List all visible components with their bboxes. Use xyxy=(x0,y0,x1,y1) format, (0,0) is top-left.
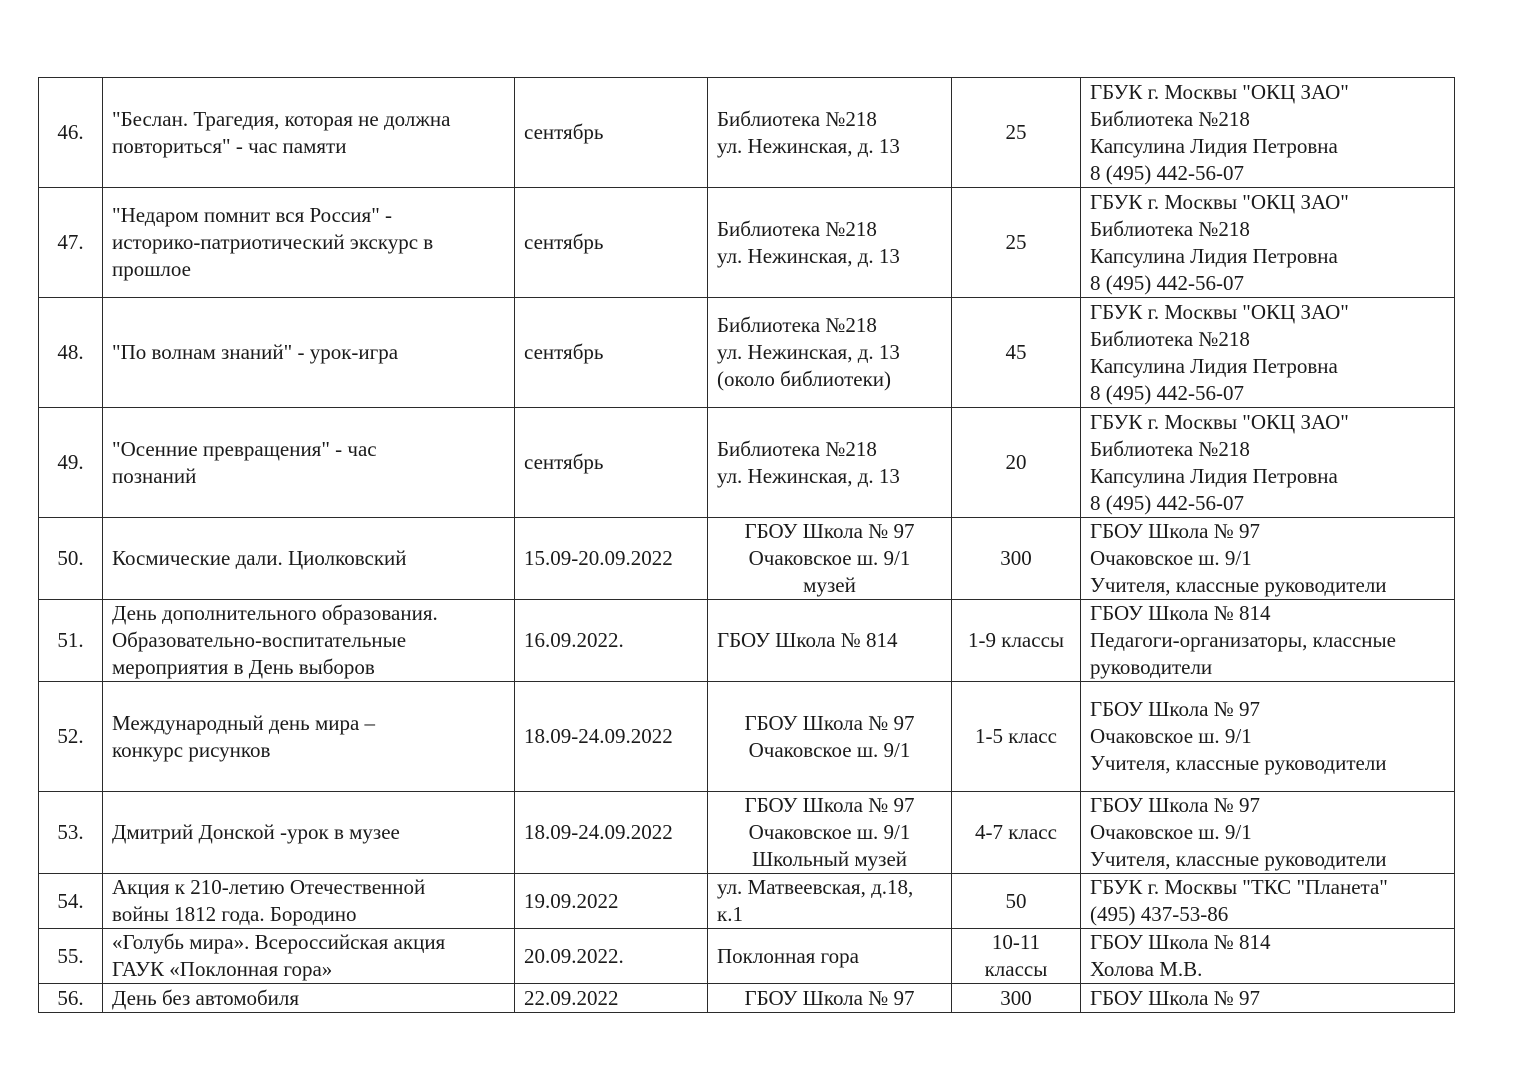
event-place: ГБОУ Школа № 97 Очаковское ш. 9/1 xyxy=(708,682,952,792)
row-number: 56. xyxy=(39,984,103,1013)
event-title: "Беслан. Трагедия, которая не должна повториться" - час памяти xyxy=(103,78,515,188)
row-number: 53. xyxy=(39,792,103,874)
event-organizer: ГБОУ Школа № 97 xyxy=(1081,984,1455,1013)
event-date: сентябрь xyxy=(515,78,708,188)
event-title: Дмитрий Донской -урок в музее xyxy=(103,792,515,874)
participant-count: 50 xyxy=(952,874,1081,929)
participant-count: 45 xyxy=(952,298,1081,408)
event-organizer: ГБОУ Школа № 97 Очаковское ш. 9/1 Учителя, классные руководители xyxy=(1081,682,1455,792)
table-row xyxy=(39,792,1455,874)
event-organizer: ГБОУ Школа № 814 Холова М.В. xyxy=(1081,929,1455,984)
event-date: 18.09-24.09.2022 xyxy=(515,792,708,874)
event-place: Библиотека №218 ул. Нежинская, д. 13 xyxy=(708,78,952,188)
event-date: сентябрь xyxy=(515,408,708,518)
event-date: 22.09.2022 xyxy=(515,984,708,1013)
table-row xyxy=(39,408,1455,518)
event-title: «Голубь мира». Всероссийская акция ГАУК «Поклонная гора» xyxy=(103,929,515,984)
event-organizer: ГБУК г. Москвы "ОКЦ ЗАО" Библиотека №218 Капсулина Лидия Петровна 8 (495) 442-56-07 xyxy=(1081,188,1455,298)
row-number: 55. xyxy=(39,929,103,984)
table-row xyxy=(39,78,1455,188)
participant-count: 1-5 класс xyxy=(952,682,1081,792)
event-title: "Недаром помнит вся Россия" - историко-патриотический экскурс в прошлое xyxy=(103,188,515,298)
event-organizer: ГБУК г. Москвы "ОКЦ ЗАО" Библиотека №218 Капсулина Лидия Петровна 8 (495) 442-56-07 xyxy=(1081,78,1455,188)
event-organizer: ГБОУ Школа № 97 Очаковское ш. 9/1 Учителя, классные руководители xyxy=(1081,792,1455,874)
row-number: 54. xyxy=(39,874,103,929)
table-row xyxy=(39,298,1455,408)
event-place: Библиотека №218 ул. Нежинская, д. 13 (около библиотеки) xyxy=(708,298,952,408)
participant-count: 4-7 класс xyxy=(952,792,1081,874)
event-title: Акция к 210-летию Отечественной войны 1812 года. Бородино xyxy=(103,874,515,929)
event-place: Библиотека №218 ул. Нежинская, д. 13 xyxy=(708,188,952,298)
row-number: 47. xyxy=(39,188,103,298)
event-organizer: ГБОУ Школа № 814 Педагоги-организаторы, классные руководители xyxy=(1081,600,1455,682)
row-number: 48. xyxy=(39,298,103,408)
participant-count: 10-11 классы xyxy=(952,929,1081,984)
table-row xyxy=(39,188,1455,298)
participant-count: 20 xyxy=(952,408,1081,518)
event-place: ГБОУ Школа № 97 Очаковское ш. 9/1 музей xyxy=(708,518,952,600)
row-number: 51. xyxy=(39,600,103,682)
event-title: "По волнам знаний" - урок-игра xyxy=(103,298,515,408)
event-organizer: ГБОУ Школа № 97 Очаковское ш. 9/1 Учителя, классные руководители xyxy=(1081,518,1455,600)
participant-count: 1-9 классы xyxy=(952,600,1081,682)
participant-count: 25 xyxy=(952,188,1081,298)
table-row xyxy=(39,518,1455,600)
event-title: Космические дали. Циолковский xyxy=(103,518,515,600)
events-table xyxy=(38,77,1455,1013)
participant-count: 300 xyxy=(952,518,1081,600)
event-place: Поклонная гора xyxy=(708,929,952,984)
event-date: 15.09-20.09.2022 xyxy=(515,518,708,600)
row-number: 50. xyxy=(39,518,103,600)
event-title: День без автомобиля xyxy=(103,984,515,1013)
event-title: "Осенние превращения" - час познаний xyxy=(103,408,515,518)
event-date: сентябрь xyxy=(515,298,708,408)
table-row xyxy=(39,874,1455,929)
event-organizer: ГБУК г. Москвы "ОКЦ ЗАО" Библиотека №218 Капсулина Лидия Петровна 8 (495) 442-56-07 xyxy=(1081,408,1455,518)
event-title: День дополнительного образования. Образовательно-воспитательные мероприятия в День выборов xyxy=(103,600,515,682)
event-date: 19.09.2022 xyxy=(515,874,708,929)
event-date: 16.09.2022. xyxy=(515,600,708,682)
event-organizer: ГБУК г. Москвы "ТКС "Планета" (495) 437-53-86 xyxy=(1081,874,1455,929)
event-date: 18.09-24.09.2022 xyxy=(515,682,708,792)
participant-count: 25 xyxy=(952,78,1081,188)
row-number: 46. xyxy=(39,78,103,188)
event-date: 20.09.2022. xyxy=(515,929,708,984)
event-organizer: ГБУК г. Москвы "ОКЦ ЗАО" Библиотека №218 Капсулина Лидия Петровна 8 (495) 442-56-07 xyxy=(1081,298,1455,408)
row-number: 49. xyxy=(39,408,103,518)
event-place: ГБОУ Школа № 814 xyxy=(708,600,952,682)
event-date: сентябрь xyxy=(515,188,708,298)
event-place: ГБОУ Школа № 97 xyxy=(708,984,952,1013)
event-place: ул. Матвеевская, д.18, к.1 xyxy=(708,874,952,929)
row-number: 52. xyxy=(39,682,103,792)
event-place: ГБОУ Школа № 97 Очаковское ш. 9/1 Школьный музей xyxy=(708,792,952,874)
event-place: Библиотека №218 ул. Нежинская, д. 13 xyxy=(708,408,952,518)
table-row xyxy=(39,682,1455,792)
table-row xyxy=(39,929,1455,984)
table-row xyxy=(39,600,1455,682)
event-title: Международный день мира – конкурс рисунков xyxy=(103,682,515,792)
participant-count: 300 xyxy=(952,984,1081,1013)
table-row xyxy=(39,984,1455,1013)
